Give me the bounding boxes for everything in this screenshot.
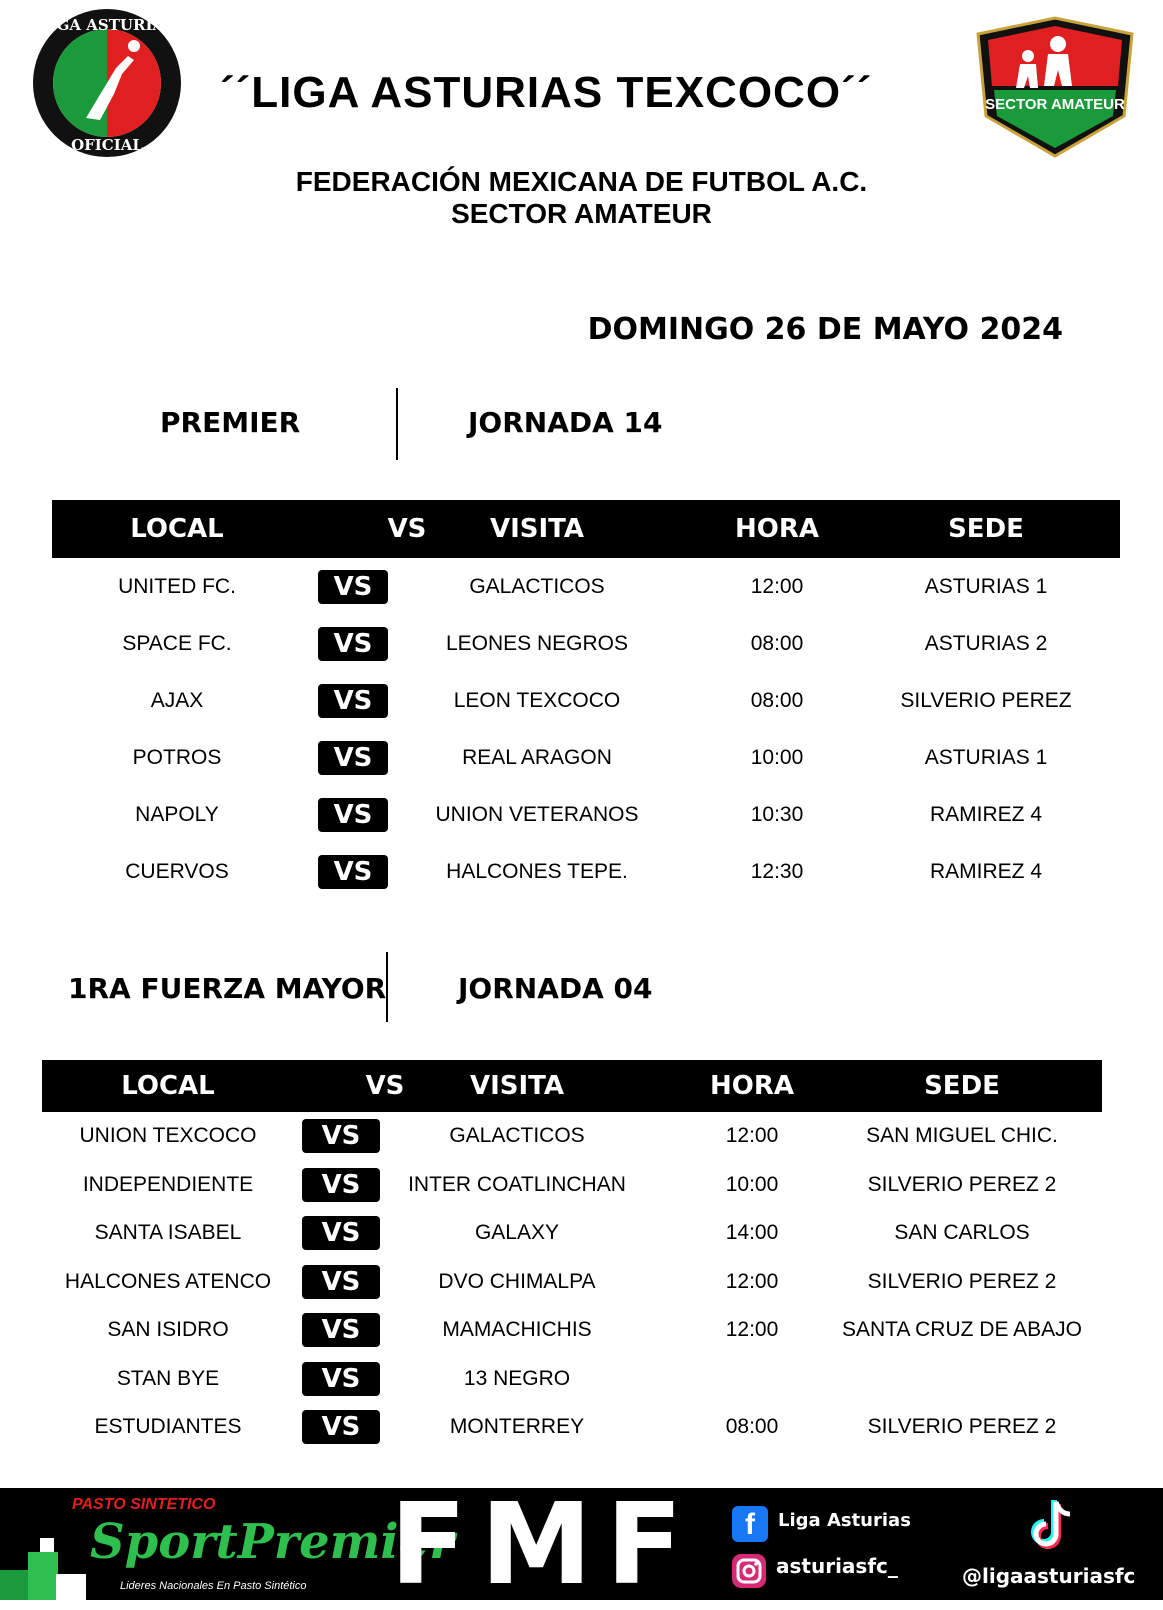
category-divider-2 bbox=[386, 952, 388, 1022]
cell-hora: 12:00 bbox=[725, 1318, 779, 1341]
cell-local: SPACE FC. bbox=[122, 632, 232, 655]
sector-amateur-logo bbox=[968, 16, 1142, 158]
primera-table-header bbox=[42, 1060, 1102, 1112]
sponsor-top-text: PASTO SINTETICO bbox=[72, 1496, 216, 1513]
premier-jornada: JORNADA 14 bbox=[468, 406, 663, 439]
cell-visita: HALCONES TEPE. bbox=[446, 860, 628, 883]
vs-badge: VS bbox=[302, 1216, 380, 1250]
table-row bbox=[42, 1112, 1102, 1161]
cell-local: ESTUDIANTES bbox=[94, 1415, 242, 1438]
cell-sede: SILVERIO PEREZ 2 bbox=[867, 1172, 1057, 1196]
vs-badge: VS bbox=[318, 684, 388, 718]
vs-badge: VS bbox=[302, 1119, 380, 1153]
cell-local: STAN BYE bbox=[116, 1366, 220, 1390]
table-row bbox=[42, 1209, 1102, 1258]
facebook-handle[interactable]: Liga Asturias bbox=[778, 1510, 911, 1531]
instagram-handle[interactable]: asturiasfc_ bbox=[776, 1554, 898, 1578]
liga-asturias-logo bbox=[16, 8, 198, 158]
vs-badge: VS bbox=[318, 855, 388, 889]
table-row bbox=[42, 1161, 1102, 1210]
header-sede: SEDE bbox=[924, 1071, 1000, 1101]
cell-visita: GALACTICOS bbox=[449, 1124, 585, 1147]
cell-visita: MONTERREY bbox=[449, 1415, 585, 1438]
header-local: LOCAL bbox=[130, 514, 224, 544]
page-title: ´´LIGA ASTURIAS TEXCOCO´´ bbox=[220, 68, 873, 117]
facebook-icon: f bbox=[732, 1506, 768, 1542]
table-row bbox=[42, 1355, 1102, 1404]
sponsor-footer bbox=[0, 1480, 1163, 1610]
vs-badge: VS bbox=[318, 627, 388, 661]
header-visita: VISITA bbox=[489, 514, 585, 544]
sponsor-tagline: Lideres Nacionales En Pasto Sintético bbox=[120, 1580, 307, 1592]
tiktok-icon bbox=[1022, 1496, 1084, 1554]
table-row bbox=[52, 729, 1120, 786]
cell-hora: 10:00 bbox=[725, 1172, 779, 1196]
table-row bbox=[52, 786, 1120, 843]
cell-sede: RAMIREZ 4 bbox=[929, 803, 1042, 826]
cell-visita: UNION VETERANOS bbox=[435, 803, 639, 826]
premier-table-body bbox=[52, 558, 1120, 906]
sector-name: SECTOR AMATEUR bbox=[451, 198, 712, 229]
cell-sede: ASTURIAS 2 bbox=[924, 632, 1048, 655]
cell-sede: SILVERIO PEREZ 2 bbox=[867, 1269, 1057, 1293]
cell-hora: 10:00 bbox=[750, 746, 804, 769]
vs-badge: VS bbox=[302, 1168, 380, 1202]
vs-badge: VS bbox=[302, 1410, 380, 1444]
match-date: DOMINGO 26 DE MAYO 2024 bbox=[587, 312, 1063, 347]
cell-hora: 08:00 bbox=[750, 689, 804, 712]
vs-badge: VS bbox=[318, 570, 388, 604]
primera-category: 1RA FUERZA MAYOR bbox=[68, 972, 387, 1005]
cell-local: SAN ISIDRO bbox=[107, 1318, 229, 1341]
cell-local: NAPOLY bbox=[135, 803, 219, 826]
header-vs: VS bbox=[387, 514, 427, 544]
header-hora: HORA bbox=[709, 1071, 794, 1101]
cell-local: HALCONES ATENCO bbox=[64, 1269, 272, 1293]
cell-sede: SILVERIO PEREZ bbox=[900, 689, 1072, 712]
cell-hora: 08:00 bbox=[750, 632, 804, 655]
cell-visita: REAL ARAGON bbox=[462, 746, 612, 769]
cell-hora: 08:00 bbox=[725, 1415, 779, 1438]
tiktok-handle[interactable]: @ligaasturiasfc bbox=[962, 1564, 1136, 1588]
cell-local: UNITED FC. bbox=[118, 575, 236, 598]
cell-visita: LEON TEXCOCO bbox=[453, 689, 621, 712]
cell-visita: INTER COATLINCHAN bbox=[408, 1172, 626, 1196]
cell-local: SANTA ISABEL bbox=[94, 1221, 242, 1244]
table-row bbox=[52, 843, 1120, 900]
logo-top-text: LIGA ASTURIAS bbox=[39, 16, 175, 34]
header-vs: VS bbox=[365, 1071, 405, 1101]
cell-hora: 12:00 bbox=[725, 1124, 779, 1147]
cell-sede: SANTA CRUZ DE ABAJO bbox=[842, 1318, 1082, 1341]
table-row bbox=[52, 615, 1120, 672]
logo-bottom-text: OFICIAL bbox=[71, 136, 143, 154]
cell-hora: 14:00 bbox=[725, 1221, 779, 1244]
cell-hora: 10:30 bbox=[750, 803, 804, 826]
header-visita: VISITA bbox=[469, 1071, 565, 1101]
primera-table-body bbox=[42, 1112, 1102, 1462]
cell-local: CUERVOS bbox=[125, 860, 229, 883]
cell-sede: ASTURIAS 1 bbox=[924, 575, 1048, 598]
sponsor-name: SportPremier bbox=[90, 1514, 455, 1570]
category-divider bbox=[396, 388, 398, 460]
table-row bbox=[52, 558, 1120, 615]
cell-sede: ASTURIAS 1 bbox=[924, 746, 1048, 769]
cell-sede: SAN CARLOS bbox=[894, 1221, 1030, 1244]
cell-local: UNION TEXCOCO bbox=[79, 1124, 257, 1147]
cell-hora: 12:30 bbox=[750, 860, 804, 883]
cell-visita: GALAXY bbox=[474, 1221, 560, 1244]
cell-local: POTROS bbox=[132, 746, 222, 769]
vs-badge: VS bbox=[302, 1313, 380, 1347]
cell-visita: DVO CHIMALPA bbox=[438, 1269, 596, 1293]
cell-local: INDEPENDIENTE bbox=[82, 1172, 254, 1196]
cell-visita: MAMACHICHIS bbox=[442, 1318, 592, 1341]
pixel-grass-icon bbox=[0, 1532, 86, 1600]
cell-hora: 12:00 bbox=[750, 575, 804, 598]
table-row bbox=[42, 1306, 1102, 1355]
table-row bbox=[42, 1403, 1102, 1452]
federation-name: FEDERACIÓN MEXICANA DE FUTBOL A.C. bbox=[295, 166, 868, 197]
header-hora: HORA bbox=[734, 514, 819, 544]
cell-hora: 12:00 bbox=[725, 1269, 779, 1293]
vs-badge: VS bbox=[318, 798, 388, 832]
premier-category: PREMIER bbox=[160, 406, 301, 439]
cell-visita: LEONES NEGROS bbox=[445, 632, 629, 655]
table-row bbox=[42, 1258, 1102, 1307]
cell-sede: SILVERIO PEREZ 2 bbox=[867, 1415, 1057, 1438]
fmf-logo: FMF bbox=[390, 1480, 697, 1610]
instagram-icon bbox=[732, 1554, 766, 1588]
cell-visita: GALACTICOS bbox=[469, 575, 605, 598]
primera-jornada: JORNADA 04 bbox=[458, 972, 653, 1005]
table-row bbox=[52, 672, 1120, 729]
header-local: LOCAL bbox=[121, 1071, 215, 1101]
premier-table-header bbox=[52, 500, 1120, 558]
vs-badge: VS bbox=[302, 1265, 380, 1299]
cell-sede: SAN MIGUEL CHIC. bbox=[866, 1124, 1058, 1147]
vs-badge: VS bbox=[318, 741, 388, 775]
cell-local: AJAX bbox=[150, 689, 204, 712]
cell-sede: RAMIREZ 4 bbox=[929, 860, 1042, 883]
cell-visita: 13 NEGRO bbox=[463, 1366, 571, 1390]
vs-badge: VS bbox=[302, 1362, 380, 1396]
header-sede: SEDE bbox=[948, 514, 1024, 544]
right-logo-text: SECTOR AMATEUR bbox=[985, 96, 1125, 113]
